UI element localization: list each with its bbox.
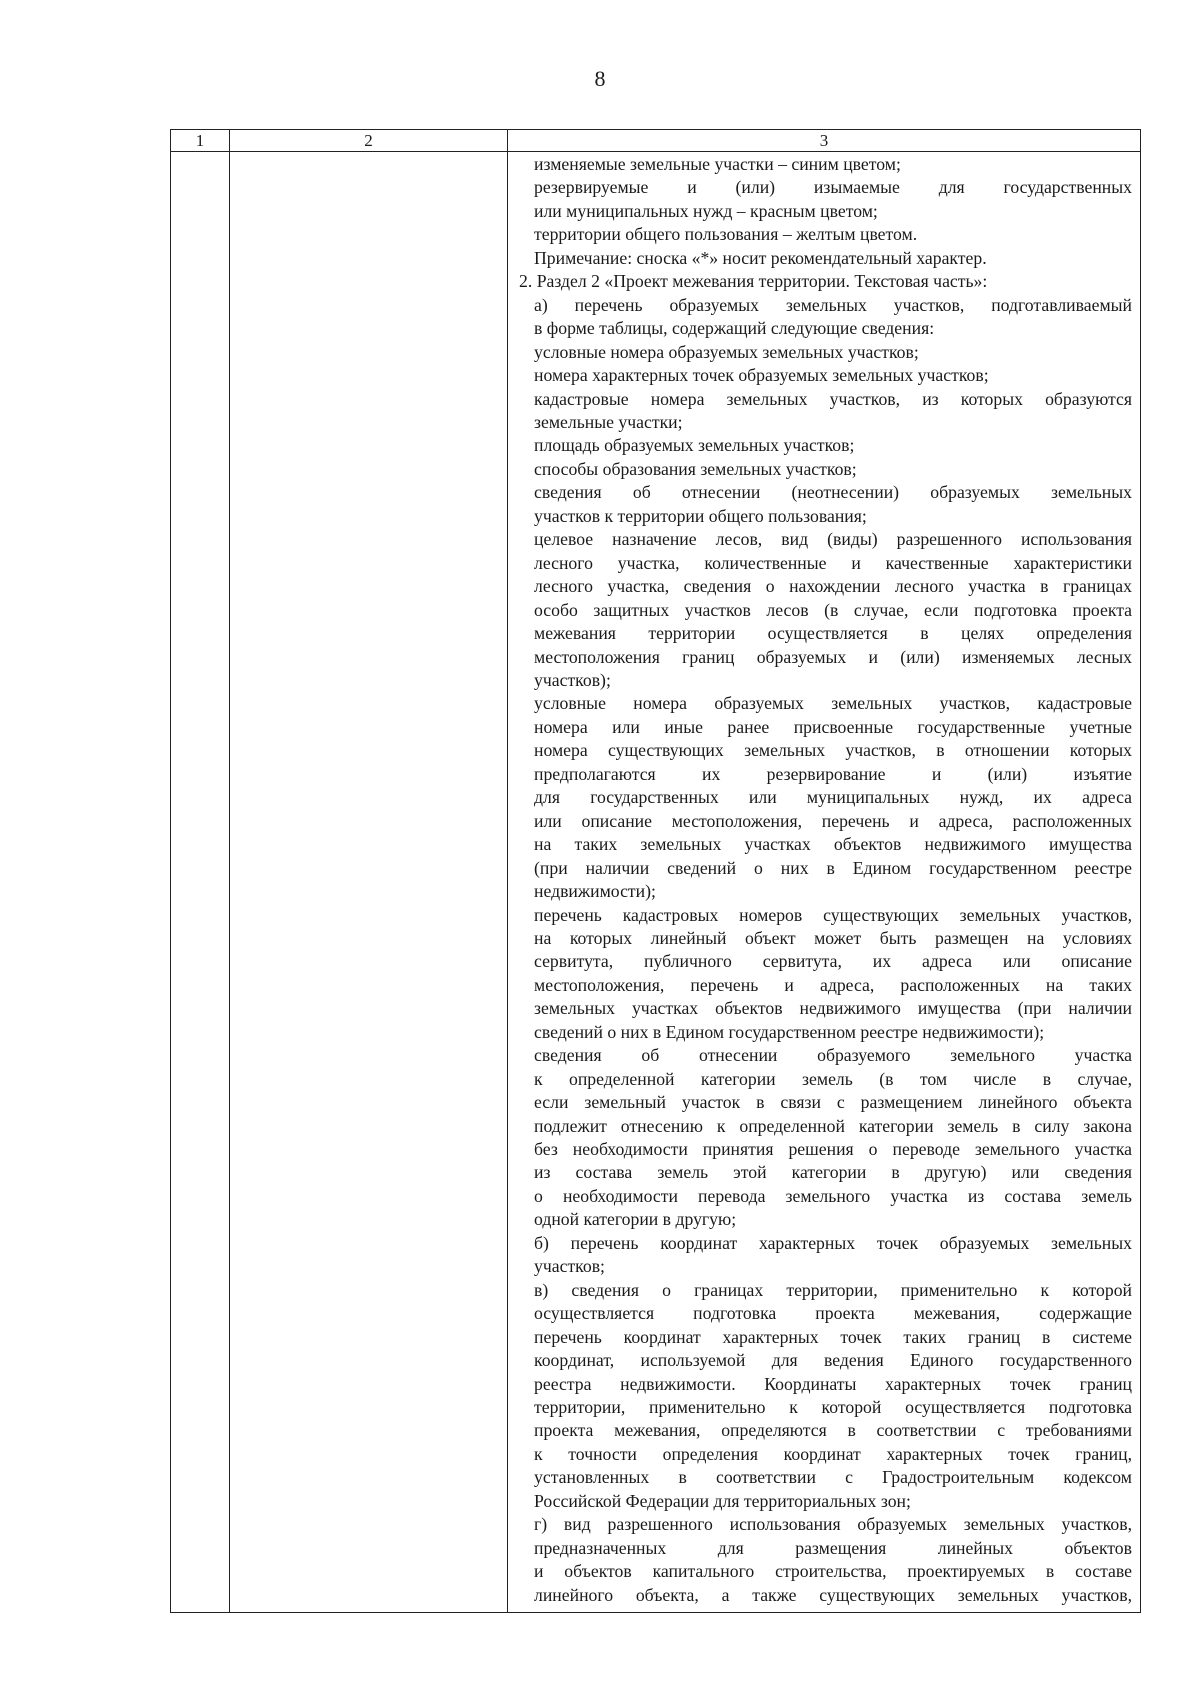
text-line: к точности определения координат характерных точек границ, [534, 1443, 1132, 1464]
text-line: недвижимости); [534, 881, 656, 902]
text-line: в форме таблицы, содержащий следующие сведения: [534, 318, 935, 339]
text-line: если земельный участок в связи с размещением линейного объекта [534, 1092, 1132, 1113]
text-line: для государственных или муниципальных нужд, их адреса [534, 787, 1132, 808]
table-header-row [171, 130, 1141, 152]
text-line: установленных в соответствии с Градостроительным кодексом [534, 1467, 1132, 1488]
col3-text-block [508, 153, 1140, 1607]
text-line: сведений о них в Едином государственном реестре недвижимости); [534, 1021, 1045, 1042]
text-line: изменяемые земельные участки – синим цветом; [534, 154, 901, 174]
text-line: сведения об отнесении (неотнесении) образуемых земельных [534, 482, 1132, 503]
text-line: перечень координат характерных точек таких границ в системе [534, 1326, 1132, 1347]
text-line: 2. Раздел 2 «Проект межевания территории. Текстовая часть»: [519, 271, 988, 292]
text-line: о необходимости перевода земельного участка из состава земель [534, 1185, 1132, 1206]
text-line: без необходимости принятия решения о переводе земельного участка [534, 1139, 1132, 1160]
text-line: или муниципальных нужд – красным цветом; [534, 200, 878, 221]
text-line: одной категории в другую; [534, 1209, 737, 1230]
text-line: местоположения, перечень и адреса, расположенных на таких [534, 974, 1132, 995]
text-line: условные номера образуемых земельных участков, кадастровые [534, 693, 1132, 714]
text-line: осуществляется подготовка проекта межевания, содержащие [534, 1303, 1132, 1324]
text-line: площадь образуемых земельных участков; [534, 435, 855, 456]
text-line: лесного участка, сведения о нахождении лесного участка в границах [534, 576, 1132, 597]
text-line: предполагаются их резервирование и (или) изъятие [534, 763, 1132, 784]
text-line: участков; [534, 1256, 605, 1277]
text-line: номера характерных точек образуемых земельных участков; [534, 365, 989, 386]
text-line: условные номера образуемых земельных участков; [534, 341, 919, 362]
text-line: земельные участки; [534, 411, 683, 432]
text-line: реестра недвижимости. Координаты характерных точек границ [534, 1373, 1132, 1394]
text-line: местоположения границ образуемых и (или) изменяемых лесных [534, 646, 1132, 667]
text-line: к определенной категории земель (в том числе в случае, [534, 1068, 1132, 1089]
text-line: участков к территории общего пользования; [534, 505, 867, 526]
text-line: на которых линейный объект может быть размещен на условиях [534, 927, 1132, 948]
text-line: (при наличии сведений о них в Едином государственном реестре [534, 857, 1132, 878]
column-header-2: 2 [230, 130, 508, 152]
text-line: кадастровые номера земельных участков, из которых образуются [534, 388, 1132, 409]
text-line: проекта межевания, определяются в соответствии с требованиями [534, 1420, 1132, 1441]
text-line: номера существующих земельных участков, в отношении которых [534, 740, 1132, 761]
text-line: Примечание: сноска «*» носит рекомендательный характер. [534, 247, 987, 268]
text-line: г) вид разрешенного использования образуемых земельных участков, [534, 1514, 1132, 1535]
text-line: предназначенных для размещения линейных объектов [534, 1537, 1132, 1558]
cell-col2 [230, 152, 508, 1613]
cell-col3 [508, 152, 1141, 1613]
text-line: Российской Федерации для территориальных зон; [534, 1490, 911, 1511]
text-line: участков); [534, 669, 611, 690]
text-line: на таких земельных участках объектов недвижимого имущества [534, 834, 1132, 855]
text-line: сведения об отнесении образуемого земельного участка [534, 1045, 1132, 1066]
cell-col1 [171, 152, 230, 1613]
table-row [171, 152, 1141, 1613]
text-line: межевания территории осуществляется в целях определения [534, 623, 1132, 644]
text-line: а) перечень образуемых земельных участков, подготавливаемый [534, 294, 1132, 315]
text-line: подлежит отнесению к определенной категории земель в силу закона [534, 1115, 1132, 1136]
text-line: в) сведения о границах территории, применительно к которой [534, 1279, 1132, 1300]
text-line: координат, используемой для ведения Единого государственного [534, 1350, 1132, 1371]
text-line: земельных участках объектов недвижимого имущества (при наличии [534, 998, 1132, 1019]
text-line: способы образования земельных участков; [534, 458, 857, 479]
text-line: и объектов капитального строительства, проектируемых в составе [534, 1561, 1132, 1582]
column-header-3: 3 [508, 130, 1141, 152]
text-line: территории, применительно к которой осуществляется подготовка [534, 1397, 1132, 1418]
text-line: резервируемые и (или) изымаемые для государственных [534, 177, 1132, 198]
page-number: 8 [594, 66, 606, 91]
text-line: лесного участка, количественные и качественные характеристики [534, 552, 1132, 573]
text-line: линейного объекта, а также существующих земельных участков, [534, 1584, 1132, 1605]
text-line: номера или иные ранее присвоенные государственные учетные [534, 716, 1132, 737]
text-line: б) перечень координат характерных точек образуемых земельных [534, 1232, 1132, 1253]
text-line: территории общего пользования – желтым цветом. [534, 224, 918, 245]
text-line: особо защитных участков лесов (в случае, если подготовка проекта [534, 599, 1132, 620]
text-line: сервитута, публичного сервитута, их адреса или описание [534, 951, 1132, 972]
requirements-table [170, 129, 1141, 1613]
column-header-1: 1 [171, 130, 230, 152]
text-line: из состава земель этой категории в другую) или сведения [534, 1162, 1132, 1183]
text-line: перечень кадастровых номеров существующих земельных участков, [534, 904, 1132, 925]
text-line: или описание местоположения, перечень и адреса, расположенных [534, 810, 1132, 831]
text-line: целевое назначение лесов, вид (виды) разрешенного использования [534, 529, 1132, 550]
